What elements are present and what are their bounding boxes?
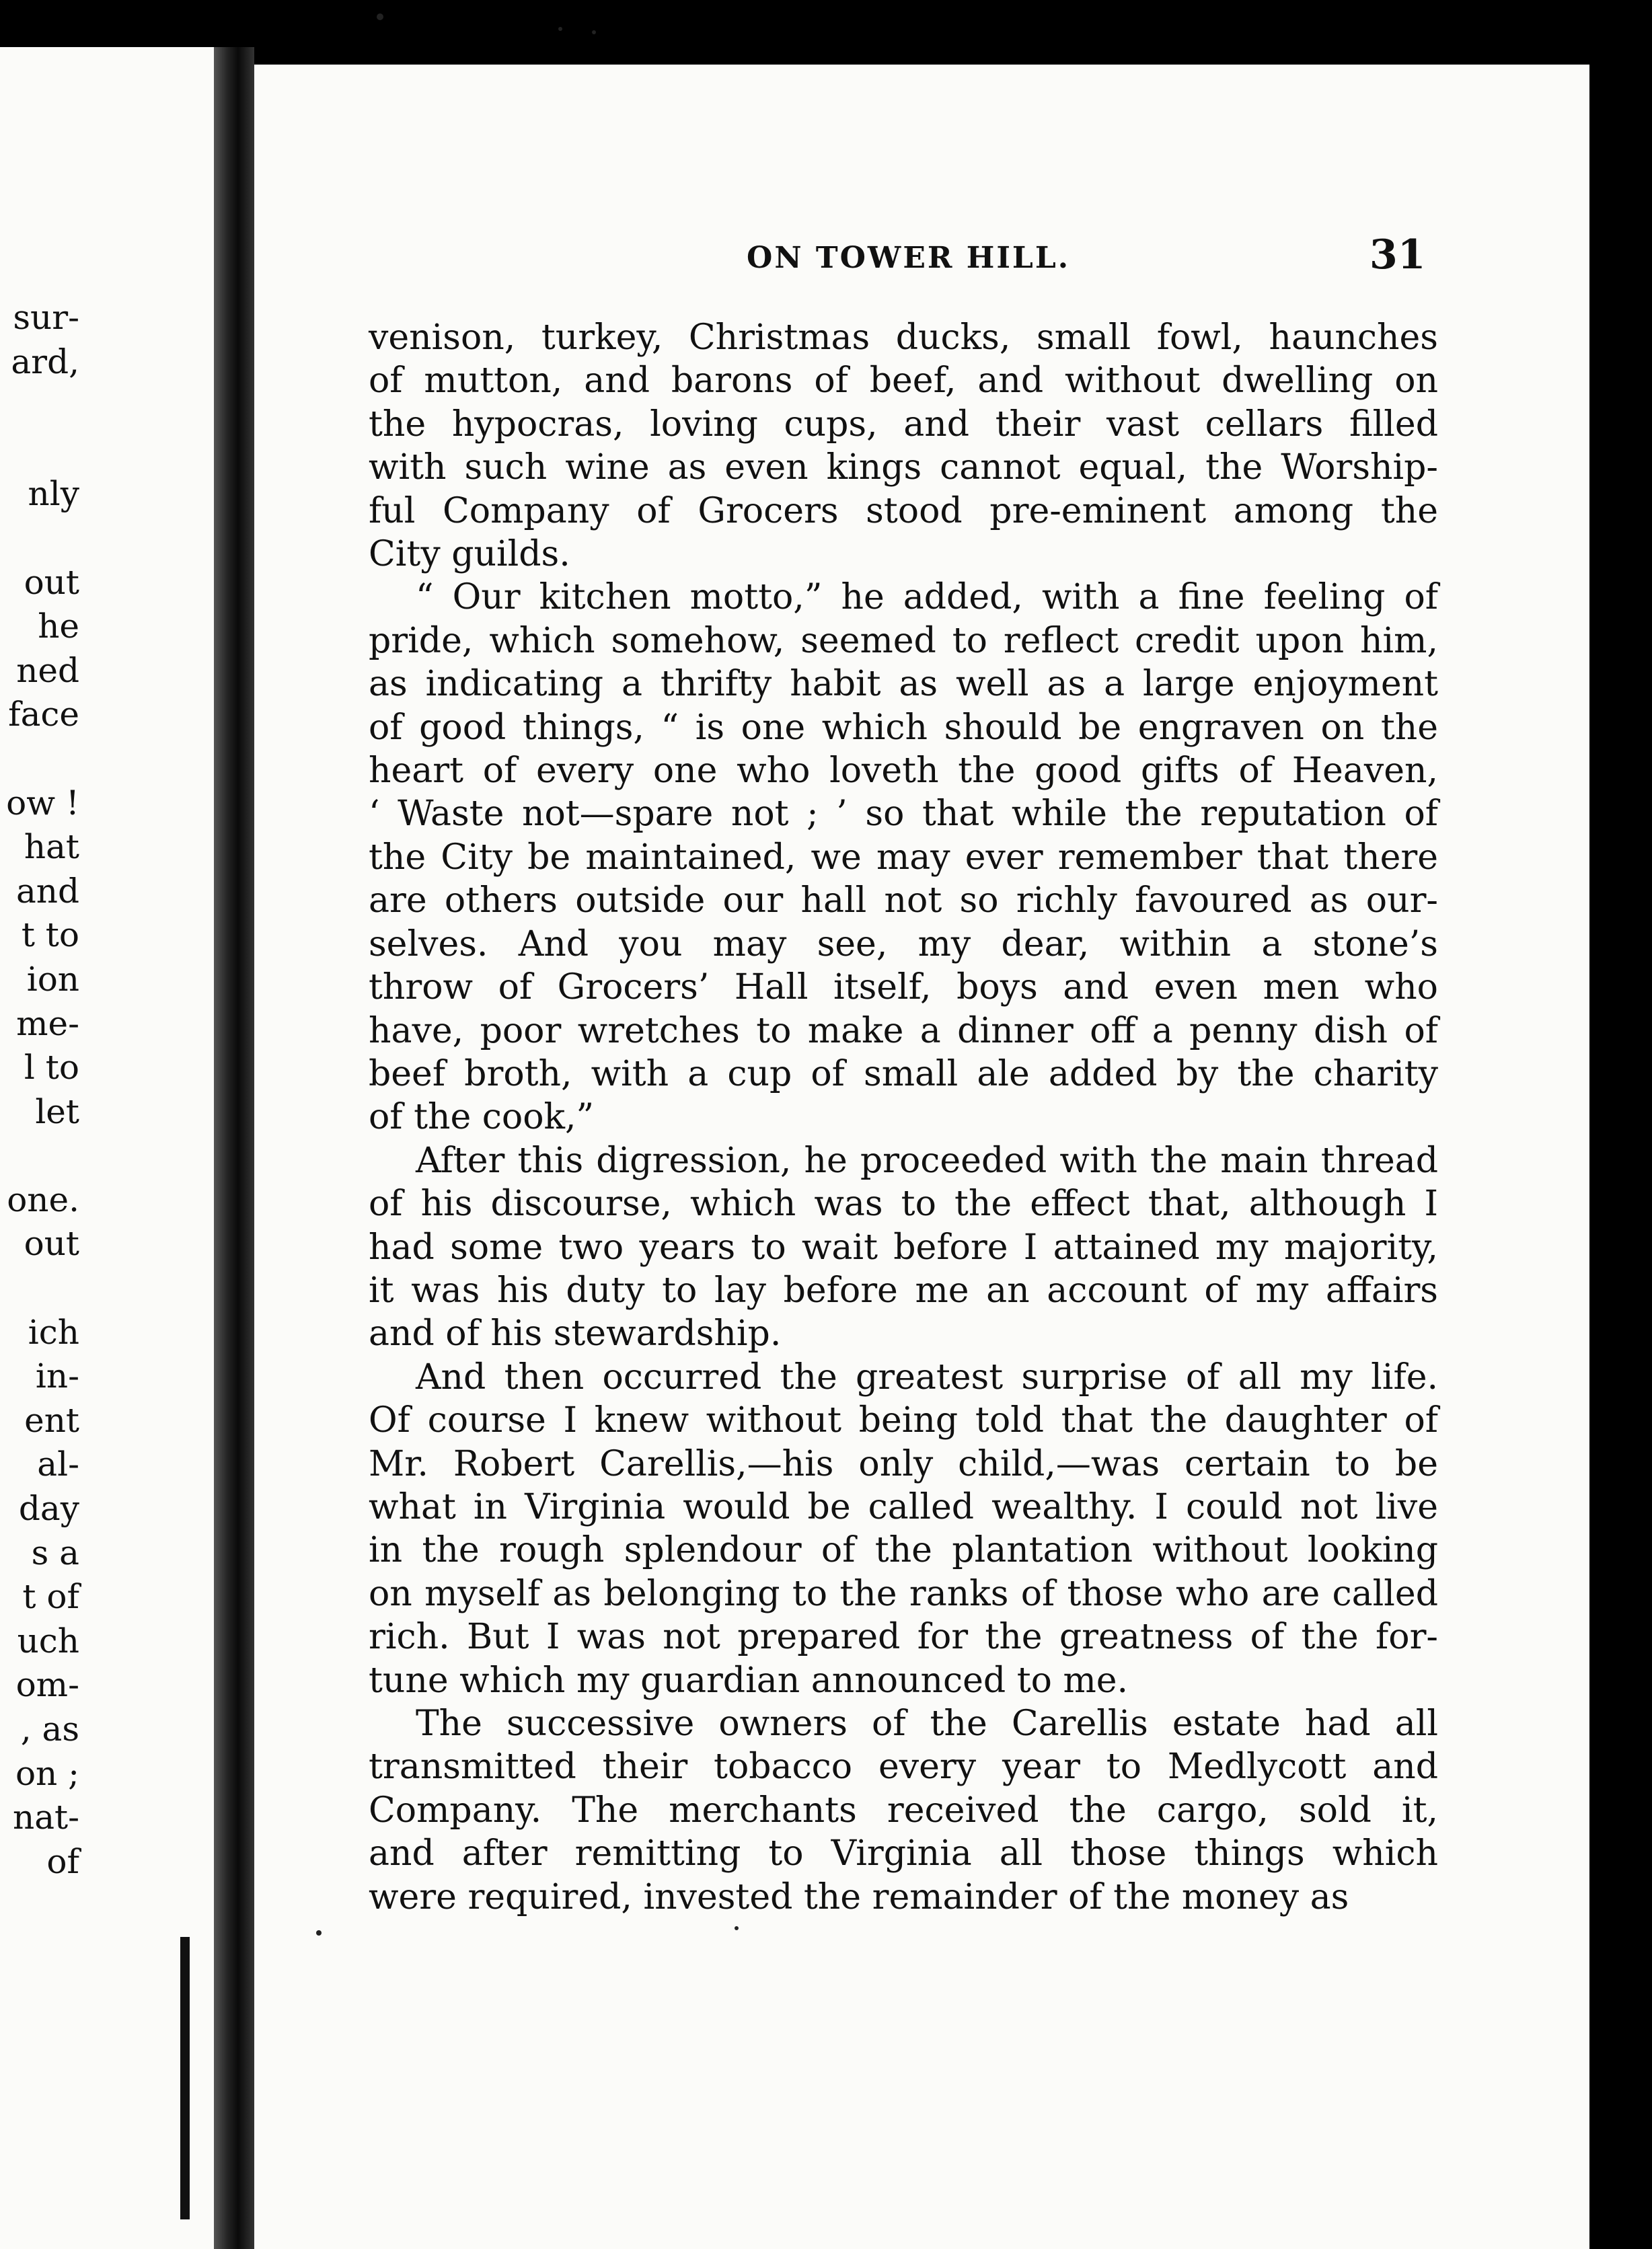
text-line: ‘ Waste not—spare not ; ’ so that while the reputation of xyxy=(369,794,1438,835)
text-line: were required, invested the remainder of the money as xyxy=(369,1876,1349,1917)
text-line: venison, turkey, Christmas ducks, small fowl, haunches xyxy=(369,317,1438,358)
left-page-fragment xyxy=(0,737,214,782)
scan-speck xyxy=(735,1926,739,1930)
left-page-text-fragments xyxy=(0,296,214,1884)
text-line: had some two years to wait before I attained my majority, xyxy=(369,1227,1438,1268)
left-page-fragment: ich xyxy=(28,1312,79,1352)
text-line: heart of every one who loveth the good gifts of Heaven, xyxy=(369,751,1438,792)
text-line: “ Our kitchen motto,” he added, with a fine feeling of xyxy=(416,577,1438,618)
left-page-fragment: nly xyxy=(28,474,79,514)
text-line: are others outside our hall not so richly favoured as our- xyxy=(369,880,1438,921)
text-line: of good things, “ is one which should be engraven on the xyxy=(369,707,1438,748)
left-page-fragment: day xyxy=(18,1489,79,1529)
text-line: the City be maintained, we may ever remember that there xyxy=(369,837,1438,878)
left-facing-page xyxy=(0,47,214,2249)
left-page-fragment: nat- xyxy=(13,1798,79,1837)
left-page-fragment xyxy=(0,517,214,561)
left-page-fragment: face xyxy=(8,695,79,734)
text-line: on myself as belonging to the ranks of those who are called xyxy=(369,1573,1438,1614)
text-line: The successive owners of the Carellis estate had all xyxy=(416,1704,1438,1744)
text-line: as indicating a thrifty habit as well as a large enjoyment xyxy=(369,664,1438,705)
text-line: rich. But I was not prepared for the greatness of the for- xyxy=(369,1617,1438,1658)
left-page-fragment: ent xyxy=(24,1400,79,1440)
left-page-fragment: ned xyxy=(16,650,79,690)
left-page-fragment: hat xyxy=(24,827,79,867)
left-page-fragment: sur- xyxy=(13,298,79,337)
text-line: the hypocras, loving cups, and their vast cellars filled xyxy=(369,404,1438,445)
text-line: And then occurred the greatest surprise of all my life. xyxy=(416,1357,1438,1398)
text-line: beef broth, with a cup of small ale added by the charity xyxy=(369,1053,1438,1094)
left-page-fragment: out xyxy=(24,1224,79,1264)
text-line: in the rough splendour of the plantation without looking xyxy=(369,1530,1438,1571)
text-line: of the cook,” xyxy=(369,1097,595,1138)
text-line: have, poor wretches to make a dinner off a penny dish of xyxy=(369,1010,1438,1051)
left-page-fragment: of xyxy=(46,1841,79,1881)
page-edge-shadow xyxy=(1589,65,1652,2249)
book-gutter xyxy=(214,47,254,2249)
text-line: of his discourse, which was to the effect that, although I xyxy=(369,1184,1438,1225)
text-line: and after remitting to Virginia all those things which xyxy=(369,1833,1438,1874)
left-page-fragment: out xyxy=(24,562,79,602)
scan-speck xyxy=(592,30,596,34)
scan-speck xyxy=(316,1930,322,1936)
text-line: After this digression, he proceeded with the main thread xyxy=(416,1140,1438,1181)
text-line: Mr. Robert Carellis,—his only child,—was certain to be xyxy=(369,1443,1438,1484)
text-line: pride, which somehow, seemed to reflect credit upon him, xyxy=(369,620,1438,661)
text-line: ful Company of Grocers stood pre-eminent among the xyxy=(369,490,1438,531)
left-page-fragment: he xyxy=(38,607,79,646)
left-page-fragment: ard, xyxy=(11,342,79,381)
left-page-fragment: s a xyxy=(31,1533,79,1572)
page-body-text xyxy=(369,316,1438,1919)
left-page-fragment: t to xyxy=(21,915,79,955)
text-line: with such wine as even kings cannot equal, the Worship- xyxy=(369,447,1438,488)
text-line: Of course I knew without being told that the daughter of xyxy=(369,1400,1438,1441)
left-page-fragment: one. xyxy=(7,1180,79,1219)
left-page-fragment: om- xyxy=(15,1665,79,1705)
page-number: 31 xyxy=(1369,231,1426,278)
text-line: transmitted their tobacco every year to Medlycott and xyxy=(369,1747,1438,1788)
gutter-shadow-streak xyxy=(180,1937,190,2219)
left-page-fragment: t of xyxy=(22,1577,79,1617)
left-page-fragment xyxy=(0,428,214,473)
text-line: throw of Grocers’ Hall itself, boys and even men who xyxy=(369,967,1438,1008)
text-line: what in Virginia would be called wealthy. I could not live xyxy=(369,1486,1438,1527)
running-head: ON TOWER HILL. xyxy=(747,241,1071,275)
left-page-fragment: in- xyxy=(35,1357,79,1396)
left-page-fragment xyxy=(0,384,214,428)
text-line: and of his stewardship. xyxy=(369,1313,782,1355)
text-line: City guilds. xyxy=(369,534,570,575)
left-page-fragment: ion xyxy=(26,959,79,999)
left-page-fragment: l to xyxy=(24,1048,79,1088)
text-line: selves. And you may see, my dear, within a stone’s xyxy=(369,923,1438,964)
scan-speck xyxy=(377,13,383,20)
left-page-fragment xyxy=(0,1266,214,1311)
left-page-fragment: , as xyxy=(20,1710,79,1749)
left-page-fragment: let xyxy=(35,1092,79,1131)
left-page-fragment: and xyxy=(15,871,79,911)
text-line: it was his duty to lay before me an account of my affairs xyxy=(369,1270,1438,1311)
left-page-fragment xyxy=(0,1134,214,1178)
left-page-fragment: uch xyxy=(17,1621,79,1661)
text-line: of mutton, and barons of beef, and without dwelling on xyxy=(369,360,1438,402)
scan-speck xyxy=(558,27,562,31)
left-page-fragment: ow ! xyxy=(6,783,79,823)
text-line: tune which my guardian announced to me. xyxy=(369,1660,1129,1701)
left-page-fragment: me- xyxy=(16,1003,79,1043)
text-line: Company. The merchants received the cargo, sold it, xyxy=(369,1790,1438,1831)
left-page-fragment: on ; xyxy=(15,1753,79,1793)
left-page-fragment: al- xyxy=(37,1445,79,1484)
